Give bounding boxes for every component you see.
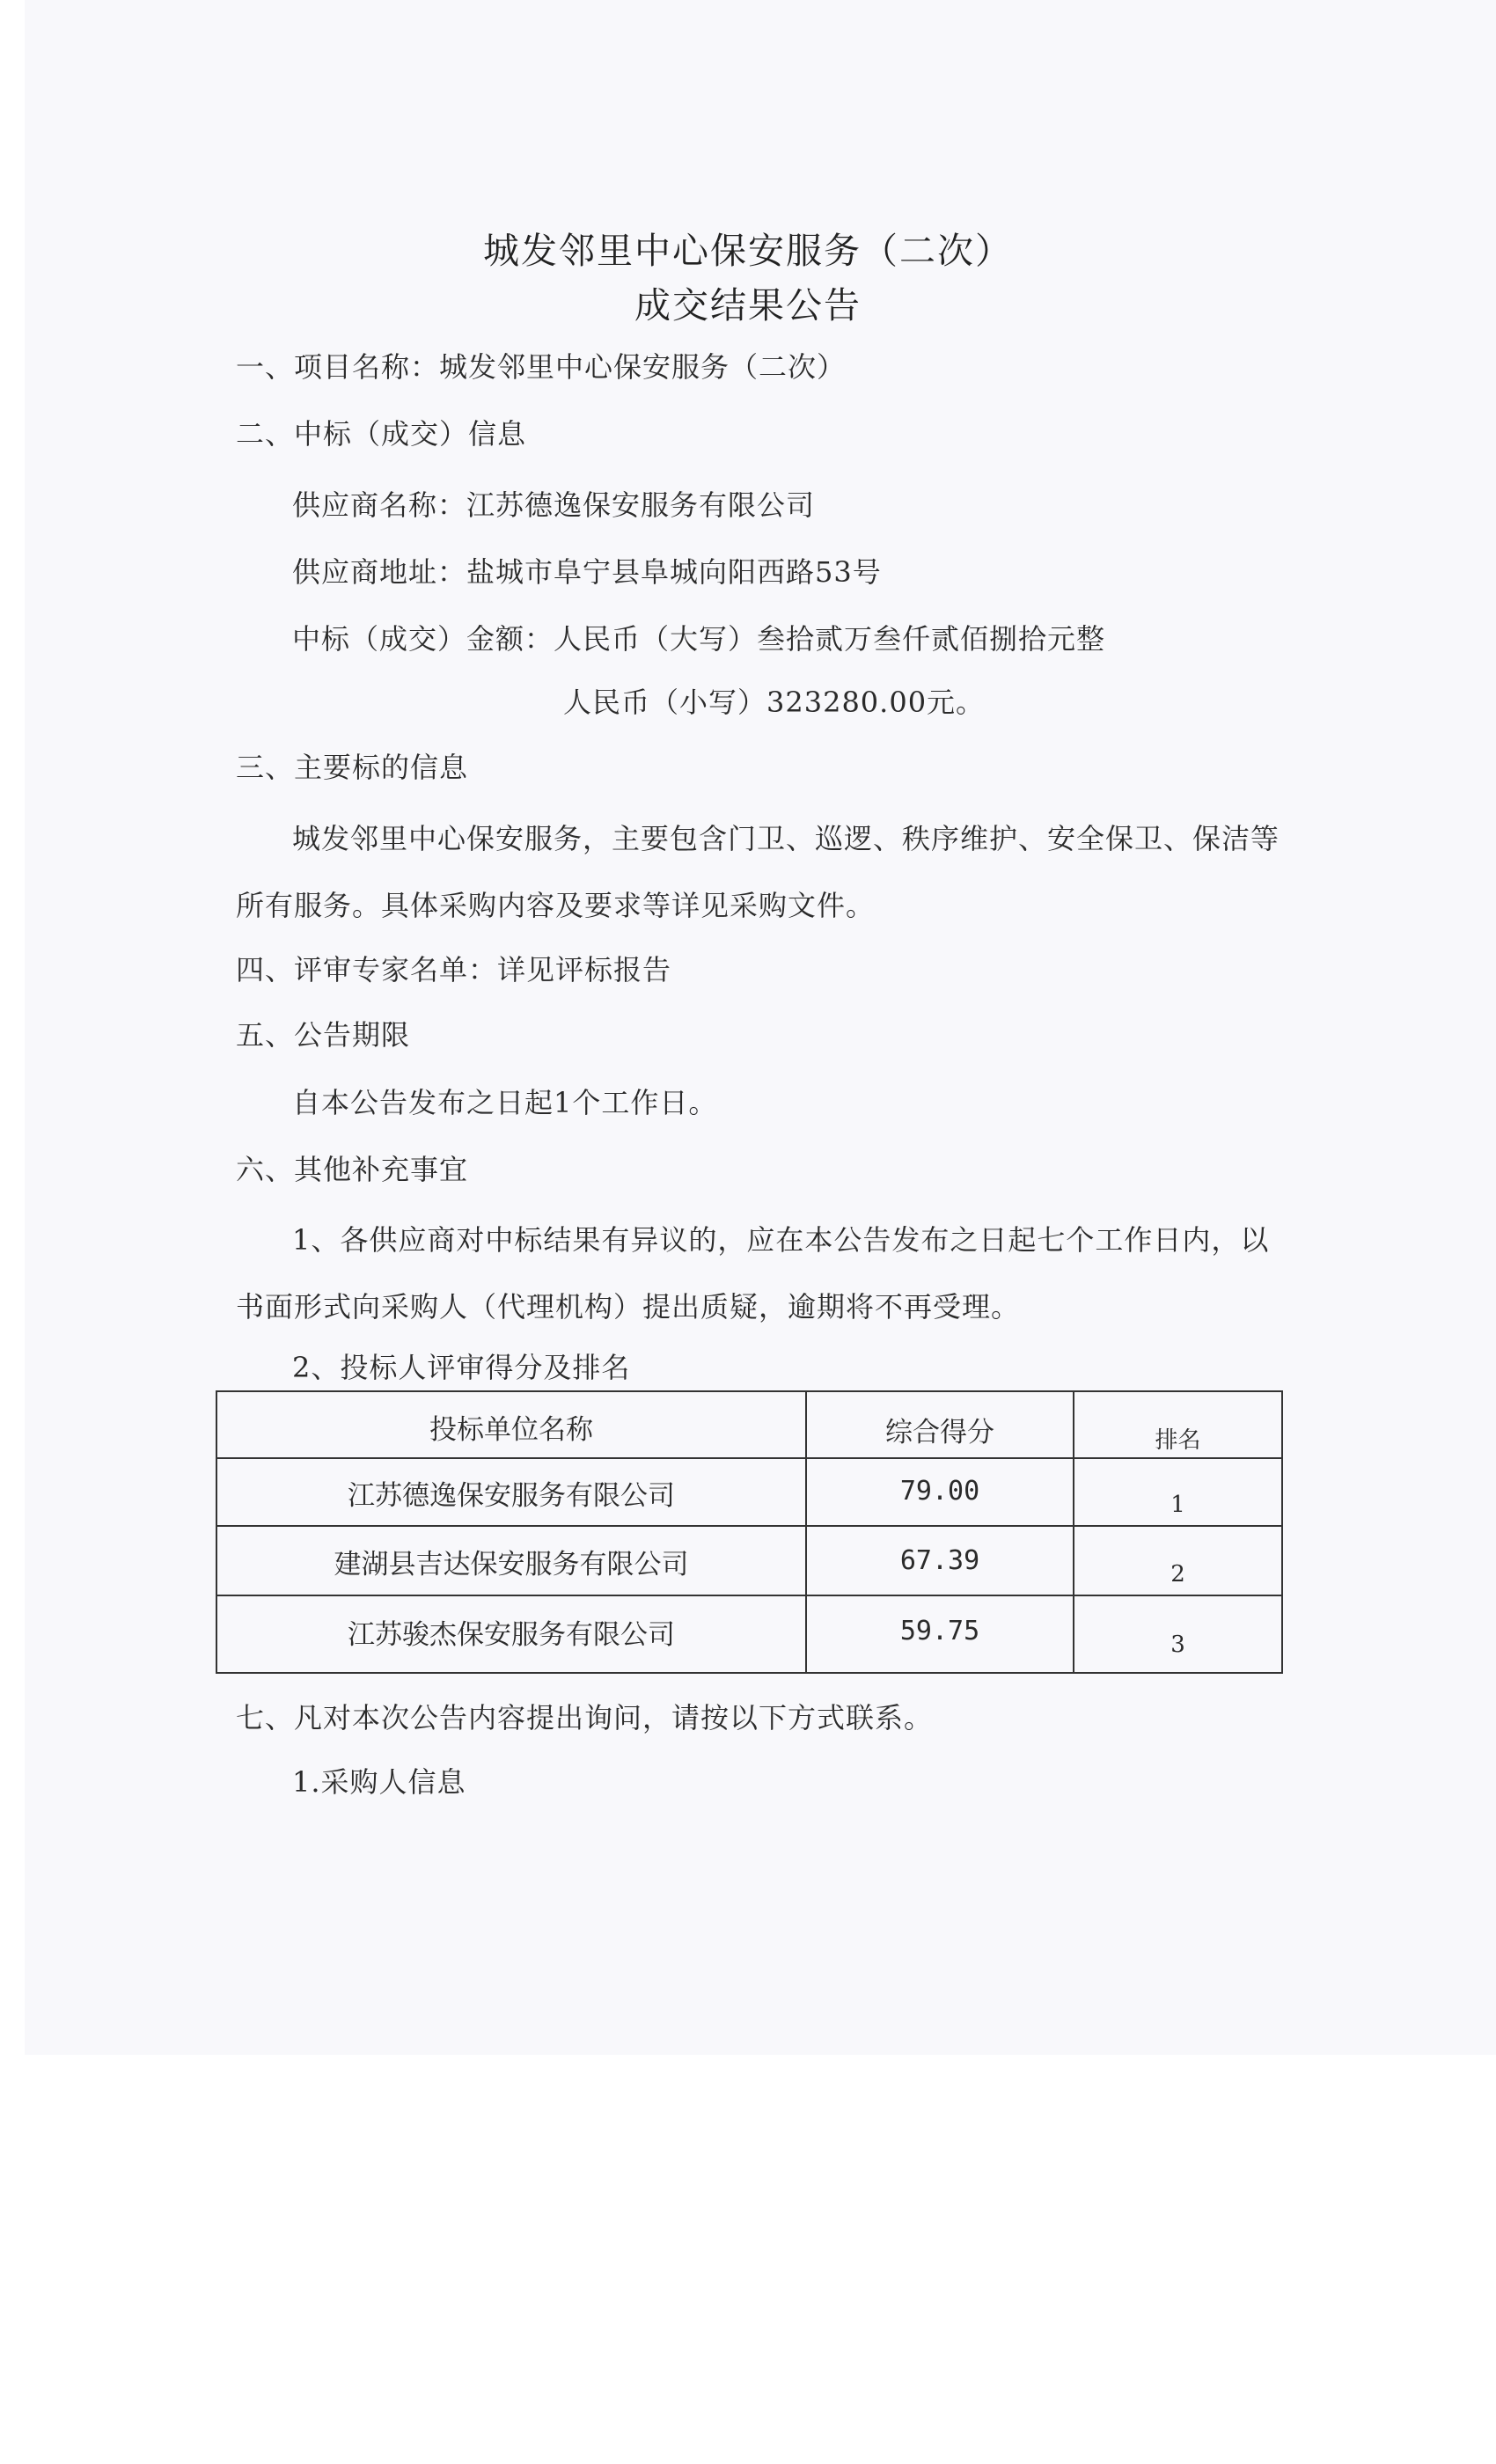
table-cell-name: 建湖县吉达保安服务有限公司 — [334, 1549, 689, 1580]
section-experts: 四、评审专家名单：详见评标报告 — [236, 953, 672, 986]
subject-paragraph-line1: 城发邻里中心保安服务，主要包含门卫、巡逻、秩序维护、安全保卫、保洁等 — [292, 822, 1280, 855]
table-cell-score: 59.75 — [899, 1616, 980, 1646]
purchaser-info-label: 1.采购人信息 — [292, 1765, 466, 1799]
table-header-score: 综合得分 — [885, 1417, 994, 1448]
table-cell-name: 江苏骏杰保安服务有限公司 — [348, 1619, 675, 1651]
award-amount-upper: 中标（成交）金额：人民币（大写）叁拾贰万叁仟贰佰捌拾元整 — [292, 622, 1106, 656]
table-cell-score: 79.00 — [899, 1476, 980, 1507]
section-award-heading: 二、中标（成交）信息 — [236, 417, 527, 451]
supplier-address: 供应商地址：盐城市阜宁县阜城向阳西路53号 — [292, 555, 882, 589]
ranking-caption: 2、投标人评审得分及排名 — [292, 1351, 631, 1384]
score-table — [216, 1390, 1283, 1674]
table-row-divider — [217, 1525, 1281, 1527]
award-amount-lower: 人民币（小写）323280.00元。 — [563, 686, 986, 719]
document-title: 城发邻里中心保安服务（二次） — [483, 230, 1013, 272]
table-cell-rank: 2 — [1170, 1561, 1185, 1588]
table-row-divider — [217, 1457, 1281, 1459]
subject-paragraph-line2: 所有服务。具体采购内容及要求等详见采购文件。 — [236, 889, 876, 922]
table-header-rank: 排名 — [1155, 1427, 1201, 1454]
table-header-name: 投标单位名称 — [429, 1414, 593, 1446]
supplier-name: 供应商名称：江苏德逸保安服务有限公司 — [292, 488, 816, 522]
table-cell-rank: 1 — [1170, 1492, 1185, 1518]
table-cell-name: 江苏德逸保安服务有限公司 — [348, 1480, 675, 1512]
document-subtitle: 成交结果公告 — [634, 284, 862, 326]
objection-line2: 书面形式向采购人（代理机构）提出质疑，逾期将不再受理。 — [236, 1290, 1021, 1324]
period-text: 自本公告发布之日起1个工作日。 — [292, 1086, 718, 1119]
section-project-name: 一、项目名称：城发邻里中心保安服务（二次） — [236, 350, 847, 384]
table-cell-score: 67.39 — [899, 1545, 980, 1576]
table-row-divider — [217, 1595, 1281, 1596]
objection-line1: 1、各供应商对中标结果有异议的，应在本公告发布之日起七个工作日内，以 — [292, 1223, 1270, 1257]
section-subject-heading: 三、主要标的信息 — [236, 751, 469, 784]
section-other-heading: 六、其他补充事宜 — [236, 1153, 469, 1186]
section-contact-heading: 七、凡对本次公告内容提出询问，请按以下方式联系。 — [236, 1701, 934, 1734]
section-period-heading: 五、公告期限 — [236, 1018, 411, 1052]
table-cell-rank: 3 — [1170, 1632, 1185, 1658]
